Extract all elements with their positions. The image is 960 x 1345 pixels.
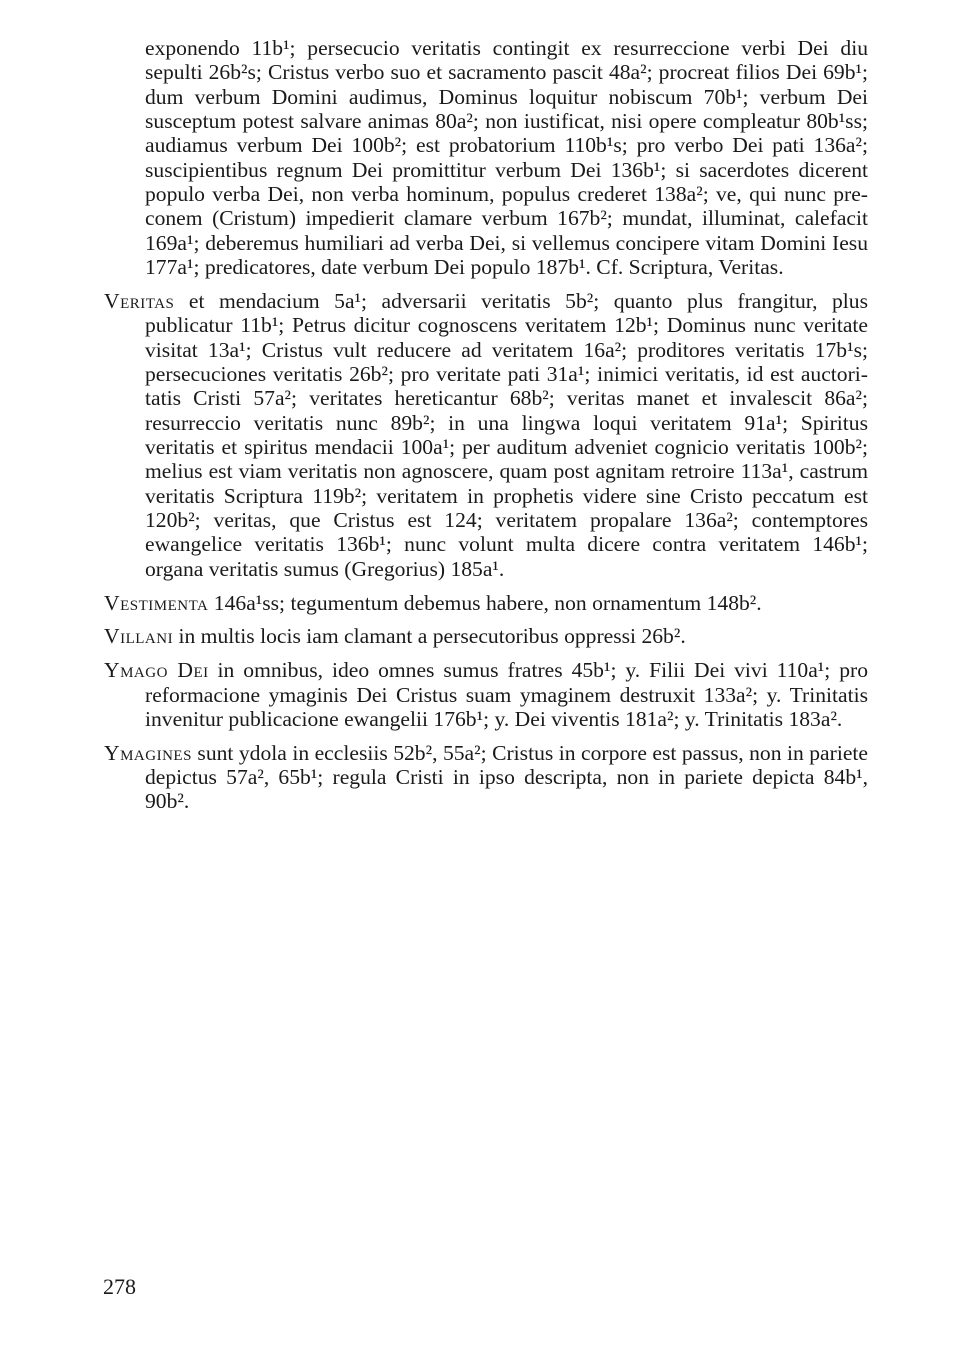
entry-text: sunt ydola in ecclesiis 52b², 55a²; Cristus in corpore est passus, non in pariete depictus 57a², 65b¹; regula Cristi in ipso descripta, non in pariete depicta 84b¹, 90b².	[145, 740, 869, 814]
entry-headword: Vestimenta	[104, 590, 209, 615]
index-entry-veritas	[104, 289, 868, 581]
page-number: 278	[103, 1274, 136, 1299]
index-entry-vestimenta	[104, 591, 868, 615]
index-column	[104, 36, 868, 823]
entry-headword: Ymago Dei	[104, 658, 209, 683]
entry-text: in omnibus, ideo omnes sumus fratres 45b¹; y. Filii Dei vivi 110a¹; pro reformacione ymaginis Dei Cristus suam ymaginem destruxit 133a²; y. Trinitatis invenitur publicacione ewangelii 176b¹; y. Dei viventis 181a²; y. Trinitatis 183a².	[145, 658, 868, 731]
index-entry-ymagines	[104, 741, 868, 814]
entry-headword: Villani	[104, 624, 174, 649]
index-entry-ymago-dei	[104, 658, 868, 731]
index-entry-continued	[104, 36, 868, 279]
entry-headword: Ymagines	[104, 740, 192, 765]
entry-text: 146a¹ss; tegumentum debemus habere, non ornamentum 148b².	[213, 590, 762, 615]
entry-text: in multis locis iam clamant a persecutoribus oppressi 26b².	[178, 624, 686, 649]
entry-text: et mendacium 5a¹; adversarii veritatis 5b²; quanto plus frangitur, plus publicatur 11b¹; Petrus dicitur cognoscens veritatem 12b¹; Dominus nunc veritate visitat 13a¹; Cristus vult reducere ad veritatem 16a²; proditores veritatis 17b¹s; persecuciones veritatis 26b²; pro veritate pati 31a¹; inimici veritatis, id est auctoritatis Cristi 57a²; veritates hereticantur 68b²; veritas manet et invalescit 86a²; resurreccio veritatis nunc 89b²; in una lingwa loqui veritatem 91a¹; Spiritus veritatis et spiritus mendacii 100a¹; per auditum adveniet cognicio veritatis 100b²; melius est viam veritatis non agnoscere, quam post agnitam retroire 113a¹, castrum veritatis Scriptura 119b²; veritatem in prophetis videre sine Cristo peccatum est 120b²; veritas, que Cristus est 124; veritatem propalare 136a²; contemptores ewangelice veritatis 136b¹; nunc volunt multa dicere contra veritatem 146b¹; organa veritatis sumus (Gregorius) 185a¹.	[145, 288, 868, 581]
index-entry-villani	[104, 624, 868, 648]
entry-headword: Veritas	[104, 288, 175, 313]
entry-text: exponendo 11b¹; persecucio veritatis contingit ex resurreccione verbi Dei diu sepulti 26b²s; Cristus verbo suo et sacramento pascit 48a²; procreat filios Dei 69b¹; dum verbum Domini audimus, Dominus loquitur nobiscum 70b¹; verbum Dei susceptum potest salvare animas 80a²; non iustificat, nisi opere compleatur 80b¹ss; audiamus verbum Dei 100b²; est probatorium 110b¹s; pro verbo Dei pati 136a²; suscipientibus regnum Dei promittitur verbum Dei 136b¹; si sacerdotes dicerent populo verba Dei, non verba hominum, populus crederet 138a²; ve, qui nunc preconem (Cristum) impedierit clamare verbum 167b²; mundat, illuminat, calefacit 169a¹; deberemus humiliari ad verba Dei, si vellemus concipere vitam Domini Iesu 177a¹; predicatores, date verbum Dei populo 187b¹. Cf. Scriptura, Veritas.	[145, 36, 868, 280]
